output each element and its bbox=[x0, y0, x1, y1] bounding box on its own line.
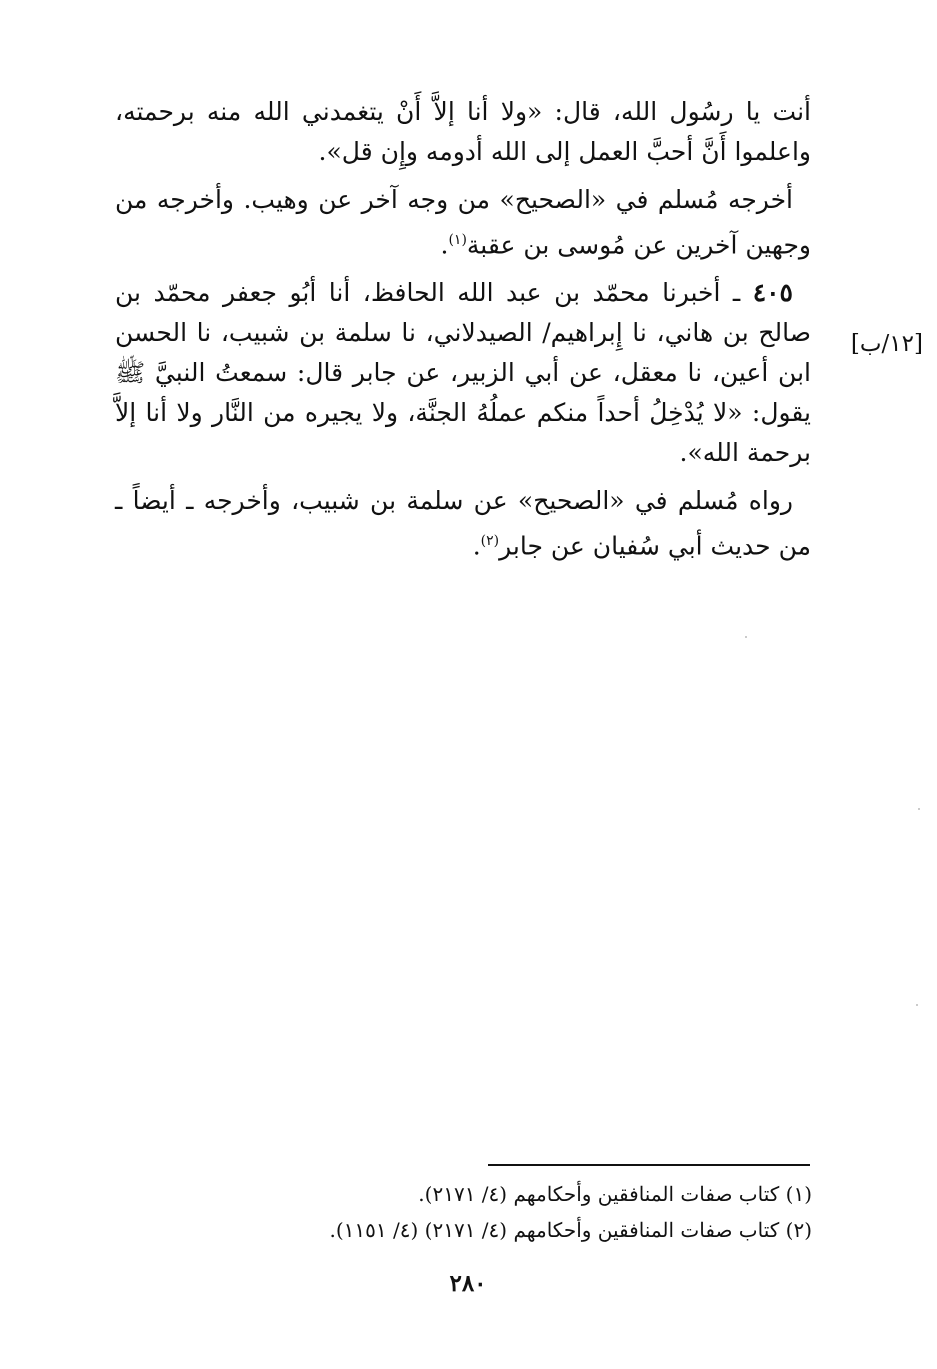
paragraph-hadith-405 bbox=[115, 273, 811, 473]
footnote-2: (٢) كتاب صفات المنافقين وأحكامهم (٤/ ٢١٧١) (٤/ ١١٥١). bbox=[329, 1218, 812, 1242]
footnote-ref-2[interactable]: (٢) bbox=[480, 533, 500, 550]
footnote-1: (١) كتاب صفات المنافقين وأحكامهم (٤/ ٢١٧١). bbox=[418, 1182, 812, 1206]
paragraph-4-text: رواه مُسلم في «الصحيح» عن سلمة بن شبيب، وأخرجه ـ أيضاً ـ من حديث أبي سُفيان عن جابر bbox=[115, 486, 811, 561]
scan-speck bbox=[745, 636, 747, 638]
footnote-separator bbox=[488, 1164, 810, 1166]
paragraph-3-text: ـ أخبرنا محمّد بن عبد الله الحافظ، أنا أبُو جعفر محمّد بن صالح بن هاني، نا إِبراهيم/ الصيدلاني، نا سلمة بن شبيب، نا الحسن ابن أعين، نا معقل، عن أبي الزبير، عن جابر قال: سمعتُ النبيَّ ﷺ يقول: «لا يُدْخِلُ أحداً منكم عملُهُ الجنَّة، ولا يجيره من النَّار ولا أنا إلاَّ برحمة الله». bbox=[115, 278, 811, 468]
paragraph-hadith-continuation bbox=[115, 92, 811, 172]
paragraph-takhrij-2 bbox=[115, 481, 811, 566]
paragraph-2-text: أخرجه مُسلم في «الصحيح» من وجه آخر عن وهيب. وأخرجه من وجهين آخرين عن مُوسى بن عقبة bbox=[115, 185, 811, 260]
footnotes-section bbox=[200, 1176, 812, 1248]
paragraph-takhrij-1 bbox=[115, 180, 811, 265]
scan-speck bbox=[916, 1004, 918, 1006]
page-number: ٢٨٠ bbox=[449, 1270, 487, 1297]
scan-speck bbox=[918, 808, 920, 810]
hadith-number: ٤٠٥ bbox=[752, 278, 793, 308]
paragraph-2-end: . bbox=[440, 230, 449, 260]
main-text-block bbox=[115, 92, 811, 575]
paragraph-4-end: . bbox=[472, 531, 481, 561]
manuscript-folio-marker: [١٢/ب] bbox=[850, 331, 923, 357]
paragraph-1-text: أنت يا رسُول الله، قال: «ولا أنا إلاَّ أَنْ يتغمدني الله منه برحمته، واعلموا أَنَّ أحبَّ العمل إلى الله أدومه وإِن قل». bbox=[115, 97, 811, 166]
footnote-ref-1[interactable]: (١) bbox=[448, 232, 467, 248]
